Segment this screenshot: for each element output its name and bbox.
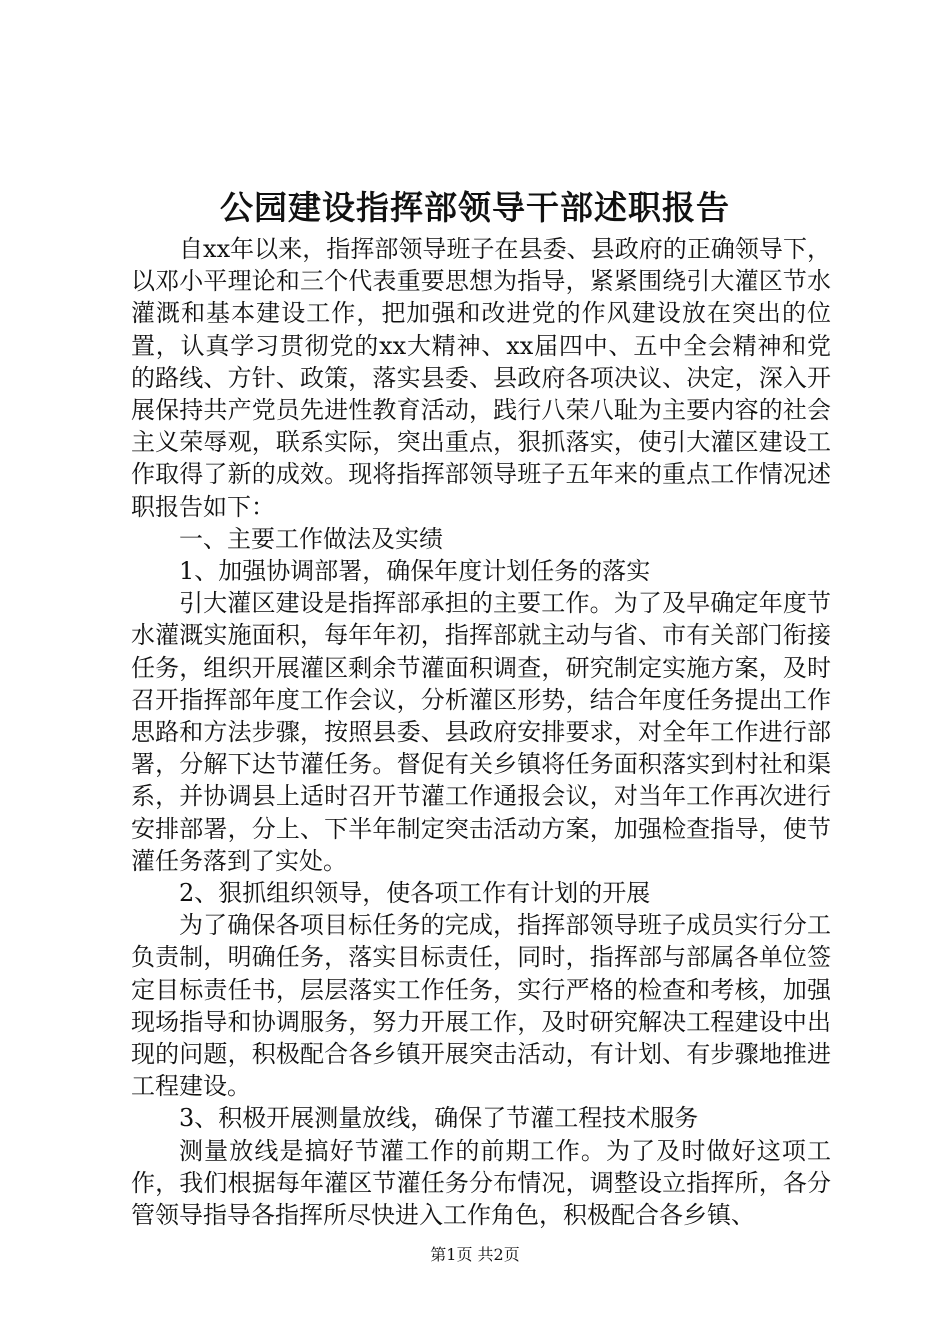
document-body xyxy=(131,233,831,1231)
page-footer: 第1页 共2页 xyxy=(430,1245,520,1264)
paragraph-coordination: 引大灌区建设是指挥部承担的主要工作。为了及早确定年度节水灌溉实施面积，每年年初，指挥部就主动与省、市有关部门衔接任务，组织开展灌区剩余节灌面积调查，研究制定实施方案，及时召开指挥部年度工作会议，分析灌区形势，结合年度任务提出工作思路和方法步骤，按照县委、县政府安排要求，对全年工作进行部署，分解下达节灌任务。督促有关乡镇将任务面积落实到村社和渠系，并协调县上适时召开节灌工作通报会议，对当年工作再次进行安排部署，分上、下半年制定突击活动方案，加强检查指导，使节灌任务落到了实处。 xyxy=(131,589,831,875)
paragraph-survey: 测量放线是搞好节灌工作的前期工作。为了及时做好这项工作，我们根据每年灌区节灌任务分布情况，调整设立指挥所，各分管领导指导各指挥所尽快进入工作角色，积极配合各乡镇、 xyxy=(131,1136,831,1230)
intro-paragraph: 自xx年以来，指挥部领导班子在县委、县政府的正确领导下，以邓小平理论和三个代表重要思想为指导，紧紧围绕引大灌区节水灌溉和基本建设工作，把加强和改进党的作风建设放在突出的位置，认真学习贯彻党的xx大精神、xx届四中、五中全会精神和党的路线、方针、政策，落实县委、县政府各项决议、决定，深入开展保持共产党员先进性教育活动，践行八荣八耻为主要内容的社会主义荣辱观，联系实际，突出重点，狠抓落实，使引大灌区建设工作取得了新的成效。现将指挥部领导班子五年来的重点工作情况述职报告如下： xyxy=(131,235,831,521)
document-title: 公园建设指挥部领导干部述职报告 xyxy=(220,188,730,227)
subheading-organization: 2、狠抓组织领导，使各项工作有计划的开展 xyxy=(179,879,651,908)
subheading-survey: 3、积极开展测量放线，确保了节灌工程技术服务 xyxy=(179,1104,699,1133)
paragraph-organization: 为了确保各项目标任务的完成，指挥部领导班子成员实行分工负责制，明确任务，落实目标责任，同时，指挥部与部属各单位签定目标责任书，层层落实工作任务，实行严格的检查和考核，加强现场指导和协调服务，努力开展工作，及时研究解决工程建设中出现的问题，积极配合各乡镇开展突击活动，有计划、有步骤地推进工程建设。 xyxy=(131,911,831,1101)
section-heading-main-work: 一、主要工作做法及实绩 xyxy=(179,524,443,553)
subheading-coordination: 1、加强协调部署，确保年度计划任务的落实 xyxy=(179,557,651,586)
